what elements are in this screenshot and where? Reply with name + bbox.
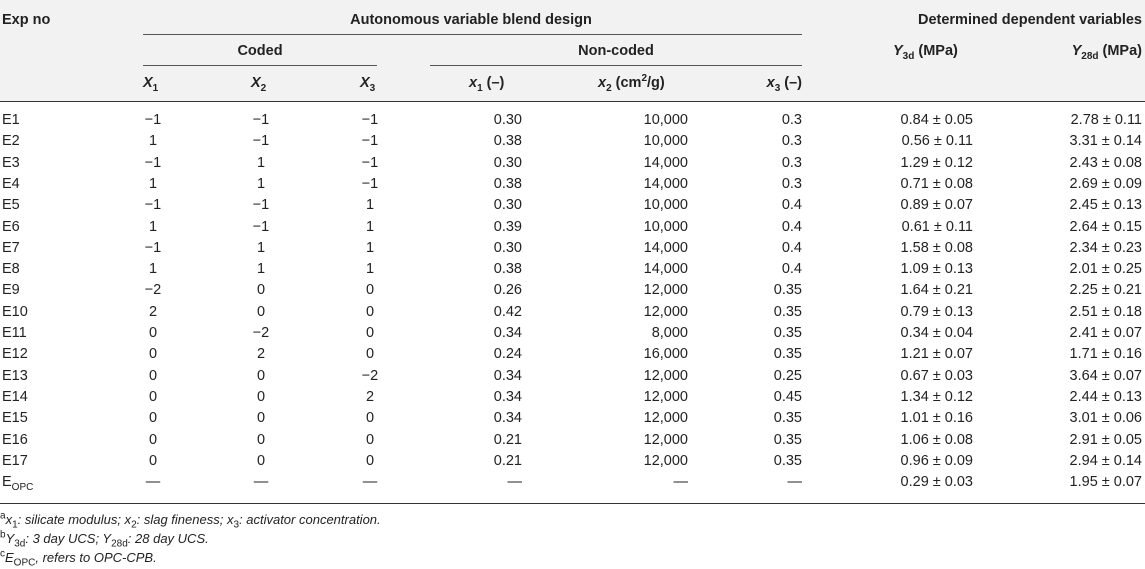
cell-x2: 10,000: [643, 197, 688, 214]
cell-x2: 8,000: [651, 325, 688, 341]
cell-x2: 12,000: [643, 367, 688, 384]
cell-X2: 0: [256, 431, 266, 448]
cell-x2: 12,000: [643, 410, 688, 427]
cell-y28: 2.25 ± 0.21: [1069, 282, 1142, 299]
cell-X3: 0: [365, 452, 375, 469]
cell-x2: 10,000: [643, 218, 688, 235]
cell-x1: 0.38: [493, 133, 522, 150]
cell-x3: 0.4: [781, 239, 802, 256]
row-exp-label: E10: [2, 303, 28, 320]
cell-X1: −1: [144, 197, 162, 214]
cell-X2: 0: [256, 282, 266, 299]
header-X2: $X_2$: [251, 75, 267, 94]
cell-X2: 1: [256, 175, 266, 192]
cell-x2: 14,000: [643, 239, 688, 256]
header-x2: $x_2$ $(cm^2/g)$: [598, 73, 665, 94]
cell-y3: 1.06 ± 0.08: [900, 431, 973, 448]
cell-y3: 1.09 ± 0.13: [900, 261, 973, 278]
cell-x1: 0.39: [493, 218, 522, 235]
header-exp-no: Exp no: [2, 12, 51, 28]
cell-X3: 0: [365, 325, 375, 341]
footnote-c: $^cE_{OPC}$, refers to OPC-CPB.: [0, 548, 157, 569]
cell-y28: 2.45 ± 0.13: [1069, 197, 1142, 214]
cell-X3: 0: [365, 303, 375, 320]
header-coded-rule: [143, 65, 377, 66]
cell-X2: 0: [256, 410, 266, 427]
cell-y28: 2.43 ± 0.08: [1069, 154, 1142, 171]
cell-x2: 12,000: [643, 388, 688, 405]
header-bottom-rule: [0, 101, 1145, 102]
cell-x1: 0.30: [493, 154, 522, 171]
cell-X3: −1: [361, 112, 379, 128]
cell-X1: −1: [144, 112, 162, 128]
row-exp-label: E5: [2, 197, 20, 214]
header-autonomous-group: Autonomous variable blend design: [350, 12, 592, 28]
cell-x3: 0.35: [773, 346, 802, 363]
cell-X3: 1: [365, 218, 375, 235]
cell-X3: 1: [365, 197, 375, 214]
cell-x1: 0.34: [493, 410, 522, 427]
cell-y3: 0.96 ± 0.09: [900, 452, 973, 469]
cell-X1: 2: [148, 303, 158, 320]
row-exp-label: E4: [2, 175, 20, 192]
cell-x3: 0.3: [781, 154, 802, 171]
header-autonomous-rule: [143, 34, 802, 35]
cell-x1: 0.42: [493, 303, 522, 320]
table-bottom-rule: [0, 503, 1145, 504]
cell-X1: 0: [148, 325, 158, 341]
cell-X2: 0: [256, 303, 266, 320]
cell-X3: −1: [361, 154, 379, 171]
cell-y28: 2.94 ± 0.14: [1069, 452, 1142, 469]
cell-x1: 0.26: [493, 282, 522, 299]
row-exp-label: $E_{OPC}$: [2, 474, 34, 493]
row-exp-label: E16: [2, 431, 28, 448]
header-y3d: $Y_{3d}$ (MPa): [893, 43, 958, 62]
cell-x2: 14,000: [643, 175, 688, 192]
cell-X3: −1: [361, 133, 379, 150]
header-noncoded: Non-coded: [578, 43, 654, 59]
cell-x1: 0.21: [493, 431, 522, 448]
cell-x2: 14,000: [643, 261, 688, 278]
cell-X3: 0: [365, 431, 375, 448]
cell-X2: 0: [256, 388, 266, 405]
row-exp-label: E14: [2, 388, 28, 405]
header-y28d: $Y_{28d}$ (MPa): [1071, 43, 1142, 62]
cell-x1: 0.24: [493, 346, 522, 363]
cell-x3: 0.35: [773, 303, 802, 320]
cell-X2: —: [253, 474, 269, 491]
cell-y28: 2.91 ± 0.05: [1069, 431, 1142, 448]
cell-x3: 0.3: [781, 133, 802, 150]
cell-x2: —: [673, 474, 688, 491]
cell-x3: 0.35: [773, 282, 802, 299]
cell-X2: −1: [252, 112, 270, 128]
row-exp-label: E12: [2, 346, 28, 363]
cell-y3: 1.29 ± 0.12: [900, 154, 973, 171]
cell-X1: −1: [144, 239, 162, 256]
cell-x3: 0.35: [773, 431, 802, 448]
row-exp-label: E9: [2, 282, 20, 299]
cell-x3: 0.35: [773, 452, 802, 469]
cell-X1: 1: [148, 261, 158, 278]
cell-x1: 0.38: [493, 261, 522, 278]
cell-X2: −1: [252, 197, 270, 214]
cell-X1: 1: [148, 175, 158, 192]
cell-y28: 3.31 ± 0.14: [1069, 133, 1142, 150]
cell-X1: 0: [148, 452, 158, 469]
cell-x3: 0.45: [773, 388, 802, 405]
cell-X1: —: [145, 474, 161, 491]
cell-y28: 2.69 ± 0.09: [1069, 175, 1142, 192]
header-X3: $X_3$: [360, 75, 376, 94]
cell-x1: 0.30: [493, 239, 522, 256]
cell-y28: 3.64 ± 0.07: [1069, 367, 1142, 384]
cell-x3: 0.4: [781, 197, 802, 214]
cell-x2: 12,000: [643, 452, 688, 469]
cell-x2: 12,000: [643, 282, 688, 299]
cell-y28: 2.41 ± 0.07: [1069, 325, 1142, 341]
cell-X1: 1: [148, 218, 158, 235]
cell-y3: 1.64 ± 0.21: [900, 282, 973, 299]
cell-y28: 3.01 ± 0.06: [1069, 410, 1142, 427]
header-x3: $x_3$ (–): [766, 75, 802, 94]
cell-X3: 1: [365, 261, 375, 278]
cell-x2: 16,000: [643, 346, 688, 363]
cell-y28: 1.95 ± 0.07: [1069, 474, 1142, 491]
cell-x3: 0.4: [781, 261, 802, 278]
cell-X1: −2: [144, 282, 162, 299]
header-x1: $x_1$ (–): [469, 75, 505, 94]
cell-x1: 0.30: [493, 197, 522, 214]
cell-y28: 2.78 ± 0.11: [1070, 112, 1142, 128]
cell-X2: −2: [252, 325, 270, 341]
row-exp-label: E13: [2, 367, 28, 384]
cell-x2: 10,000: [643, 112, 688, 128]
cell-X3: 0: [365, 410, 375, 427]
cell-X3: −2: [361, 367, 379, 384]
cell-y28: 2.44 ± 0.13: [1069, 388, 1142, 405]
cell-x3: 0.35: [773, 410, 802, 427]
cell-y3: 0.89 ± 0.07: [900, 197, 973, 214]
cell-y3: 0.34 ± 0.04: [900, 325, 973, 341]
cell-x3: 0.25: [773, 367, 802, 384]
cell-y3: 0.79 ± 0.13: [900, 303, 973, 320]
cell-y3: 0.61 ± 0.11: [901, 218, 973, 235]
cell-X3: 0: [365, 282, 375, 299]
cell-y3: 1.21 ± 0.07: [900, 346, 973, 363]
cell-y3: 0.71 ± 0.08: [900, 175, 973, 192]
cell-X2: 0: [256, 367, 266, 384]
footnote-a: $^ax_1$: silicate modulus; $x_2$: slag fineness; $x_3$: activator concentration.: [0, 510, 381, 531]
footnote-b: $^bY_{3d}$: 3 day UCS; $Y_{28d}$: 28 day UCS.: [0, 529, 209, 550]
cell-x3: 0.35: [773, 325, 802, 341]
cell-X1: 0: [148, 367, 158, 384]
cell-y3: 0.56 ± 0.11: [901, 133, 973, 150]
header-dependent-group: Determined dependent variables: [917, 12, 1142, 28]
cell-x1: —: [507, 474, 522, 491]
cell-y3: 1.01 ± 0.16: [900, 410, 973, 427]
cell-x1: 0.34: [493, 325, 522, 341]
cell-X1: 0: [148, 410, 158, 427]
cell-X1: −1: [144, 154, 162, 171]
row-exp-label: E17: [2, 452, 28, 469]
cell-X2: 1: [256, 154, 266, 171]
row-exp-label: E11: [2, 325, 27, 341]
cell-y3: 0.29 ± 0.03: [900, 474, 973, 491]
row-exp-label: E15: [2, 410, 28, 427]
cell-y28: 1.71 ± 0.16: [1069, 346, 1142, 363]
cell-x2: 12,000: [643, 431, 688, 448]
cell-x1: 0.34: [493, 367, 522, 384]
cell-X2: 1: [256, 261, 266, 278]
cell-x2: 12,000: [643, 303, 688, 320]
cell-X2: −1: [252, 133, 270, 150]
cell-x3: —: [787, 474, 802, 491]
cell-y28: 2.51 ± 0.18: [1069, 303, 1142, 320]
cell-y3: 1.58 ± 0.08: [900, 239, 973, 256]
cell-X3: −1: [361, 175, 379, 192]
cell-y3: 0.67 ± 0.03: [900, 367, 973, 384]
cell-X1: 0: [148, 346, 158, 363]
header-noncoded-rule: [430, 65, 802, 66]
cell-X2: 1: [256, 239, 266, 256]
cell-X2: −1: [252, 218, 270, 235]
header-coded: Coded: [237, 43, 283, 59]
cell-X2: 0: [256, 452, 266, 469]
cell-y3: 0.84 ± 0.05: [900, 112, 973, 128]
cell-X3: 2: [365, 388, 375, 405]
cell-y28: 2.64 ± 0.15: [1069, 218, 1142, 235]
cell-x3: 0.4: [781, 218, 802, 235]
cell-x1: 0.34: [493, 388, 522, 405]
cell-x3: 0.3: [781, 112, 802, 128]
cell-x3: 0.3: [781, 175, 802, 192]
row-exp-label: E8: [2, 261, 20, 278]
cell-X1: 0: [148, 431, 158, 448]
cell-X1: 0: [148, 388, 158, 405]
cell-y28: 2.01 ± 0.25: [1069, 261, 1142, 278]
row-exp-label: E1: [2, 112, 20, 128]
row-exp-label: E7: [2, 239, 20, 256]
cell-x2: 10,000: [643, 133, 688, 150]
cell-x2: 14,000: [643, 154, 688, 171]
cell-x1: 0.30: [493, 112, 522, 128]
cell-x1: 0.38: [493, 175, 522, 192]
cell-X1: 1: [148, 133, 158, 150]
cell-X3: 1: [365, 239, 375, 256]
cell-X2: 2: [256, 346, 266, 363]
row-exp-label: E2: [2, 133, 20, 150]
cell-x1: 0.21: [493, 452, 522, 469]
cell-y28: 2.34 ± 0.23: [1069, 239, 1142, 256]
row-exp-label: E6: [2, 218, 20, 235]
header-X1: $X_1$: [143, 75, 159, 94]
cell-y3: 1.34 ± 0.12: [900, 388, 973, 405]
cell-X3: 0: [365, 346, 375, 363]
cell-X3: —: [362, 474, 378, 491]
row-exp-label: E3: [2, 154, 20, 171]
